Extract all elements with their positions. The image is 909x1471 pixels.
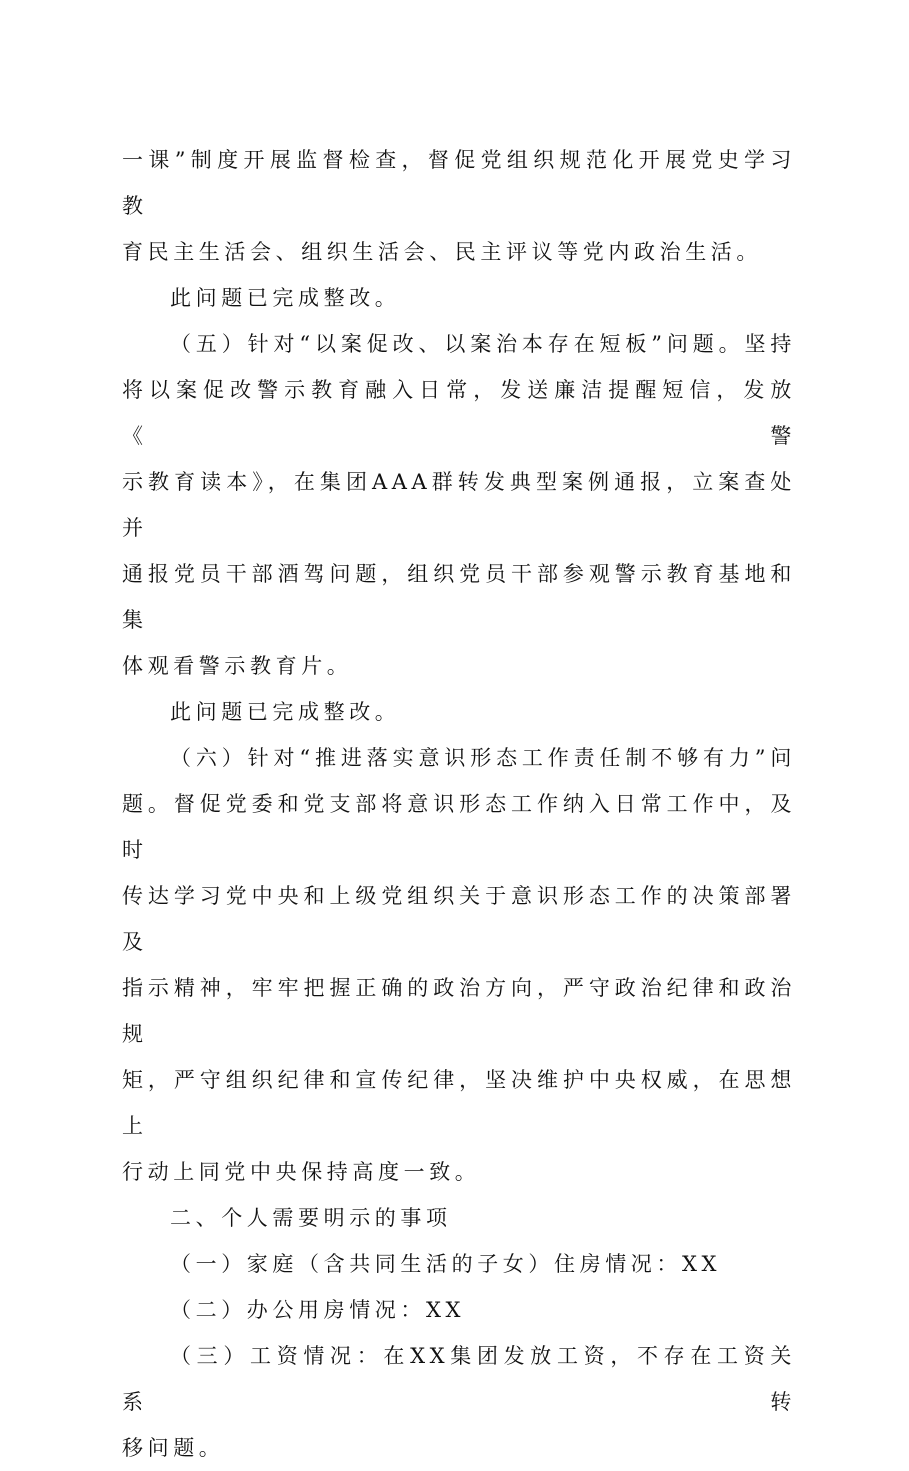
- paragraph-status-1: [122, 275, 796, 321]
- text-line: 体观看警示教育片。: [122, 654, 353, 678]
- text-line: 行动上同党中央保持高度一致。: [122, 1160, 481, 1184]
- paragraph-salary: [122, 1333, 796, 1471]
- text-line: （五）针对“以案促改、以案治本存在短板”问题。坚持: [170, 332, 796, 356]
- paragraph-continuation: [122, 137, 796, 275]
- text-line: 将以案促改警示教育融入日常，发送廉洁提醒短信，发放《警: [122, 378, 796, 448]
- text-line: 指示精神，牢牢把握正确的政治方向，严守政治纪律和政治规: [122, 976, 796, 1046]
- text-line: 此问题已完成整改。: [170, 286, 401, 310]
- text-line: 二、个人需要明示的事项: [170, 1206, 452, 1230]
- paragraph-item-6: [122, 735, 796, 1195]
- text-line: 一课”制度开展监督检查，督促党组织规范化开展党史学习教: [122, 148, 796, 218]
- paragraph-housing: [122, 1241, 796, 1287]
- text-line: 此问题已完成整改。: [170, 700, 401, 724]
- text-line: 题。督促党委和党支部将意识形态工作纳入日常工作中，及时: [122, 792, 796, 862]
- text-line: 矩，严守组织纪律和宣传纪律，坚决维护中央权威，在思想上: [122, 1068, 796, 1138]
- text-line: 移问题。: [122, 1436, 225, 1460]
- text-line: （一）家庭（含共同生活的子女）住房情况：XX: [170, 1252, 722, 1276]
- paragraph-item-5: [122, 321, 796, 689]
- text-line: （二）办公用房情况：XX: [170, 1298, 466, 1322]
- text-line: （六）针对“推进落实意识形态工作责任制不够有力”问: [170, 746, 796, 770]
- text-line: 示教育读本》，在集团AAA群转发典型案例通报，立案查处并: [122, 470, 796, 540]
- document-body: [122, 137, 796, 1471]
- paragraph-office: [122, 1287, 796, 1333]
- text-line: 通报党员干部酒驾问题，组织党员干部参观警示教育基地和集: [122, 562, 796, 632]
- text-line: （三）工资情况：在XX集团发放工资，不存在工资关系转: [122, 1344, 796, 1414]
- paragraph-status-2: [122, 689, 796, 735]
- text-line: 传达学习党中央和上级党组织关于意识形态工作的决策部署及: [122, 884, 796, 954]
- text-line: 育民主生活会、组织生活会、民主评议等党内政治生活。: [122, 240, 762, 264]
- section-heading-2: [122, 1195, 796, 1241]
